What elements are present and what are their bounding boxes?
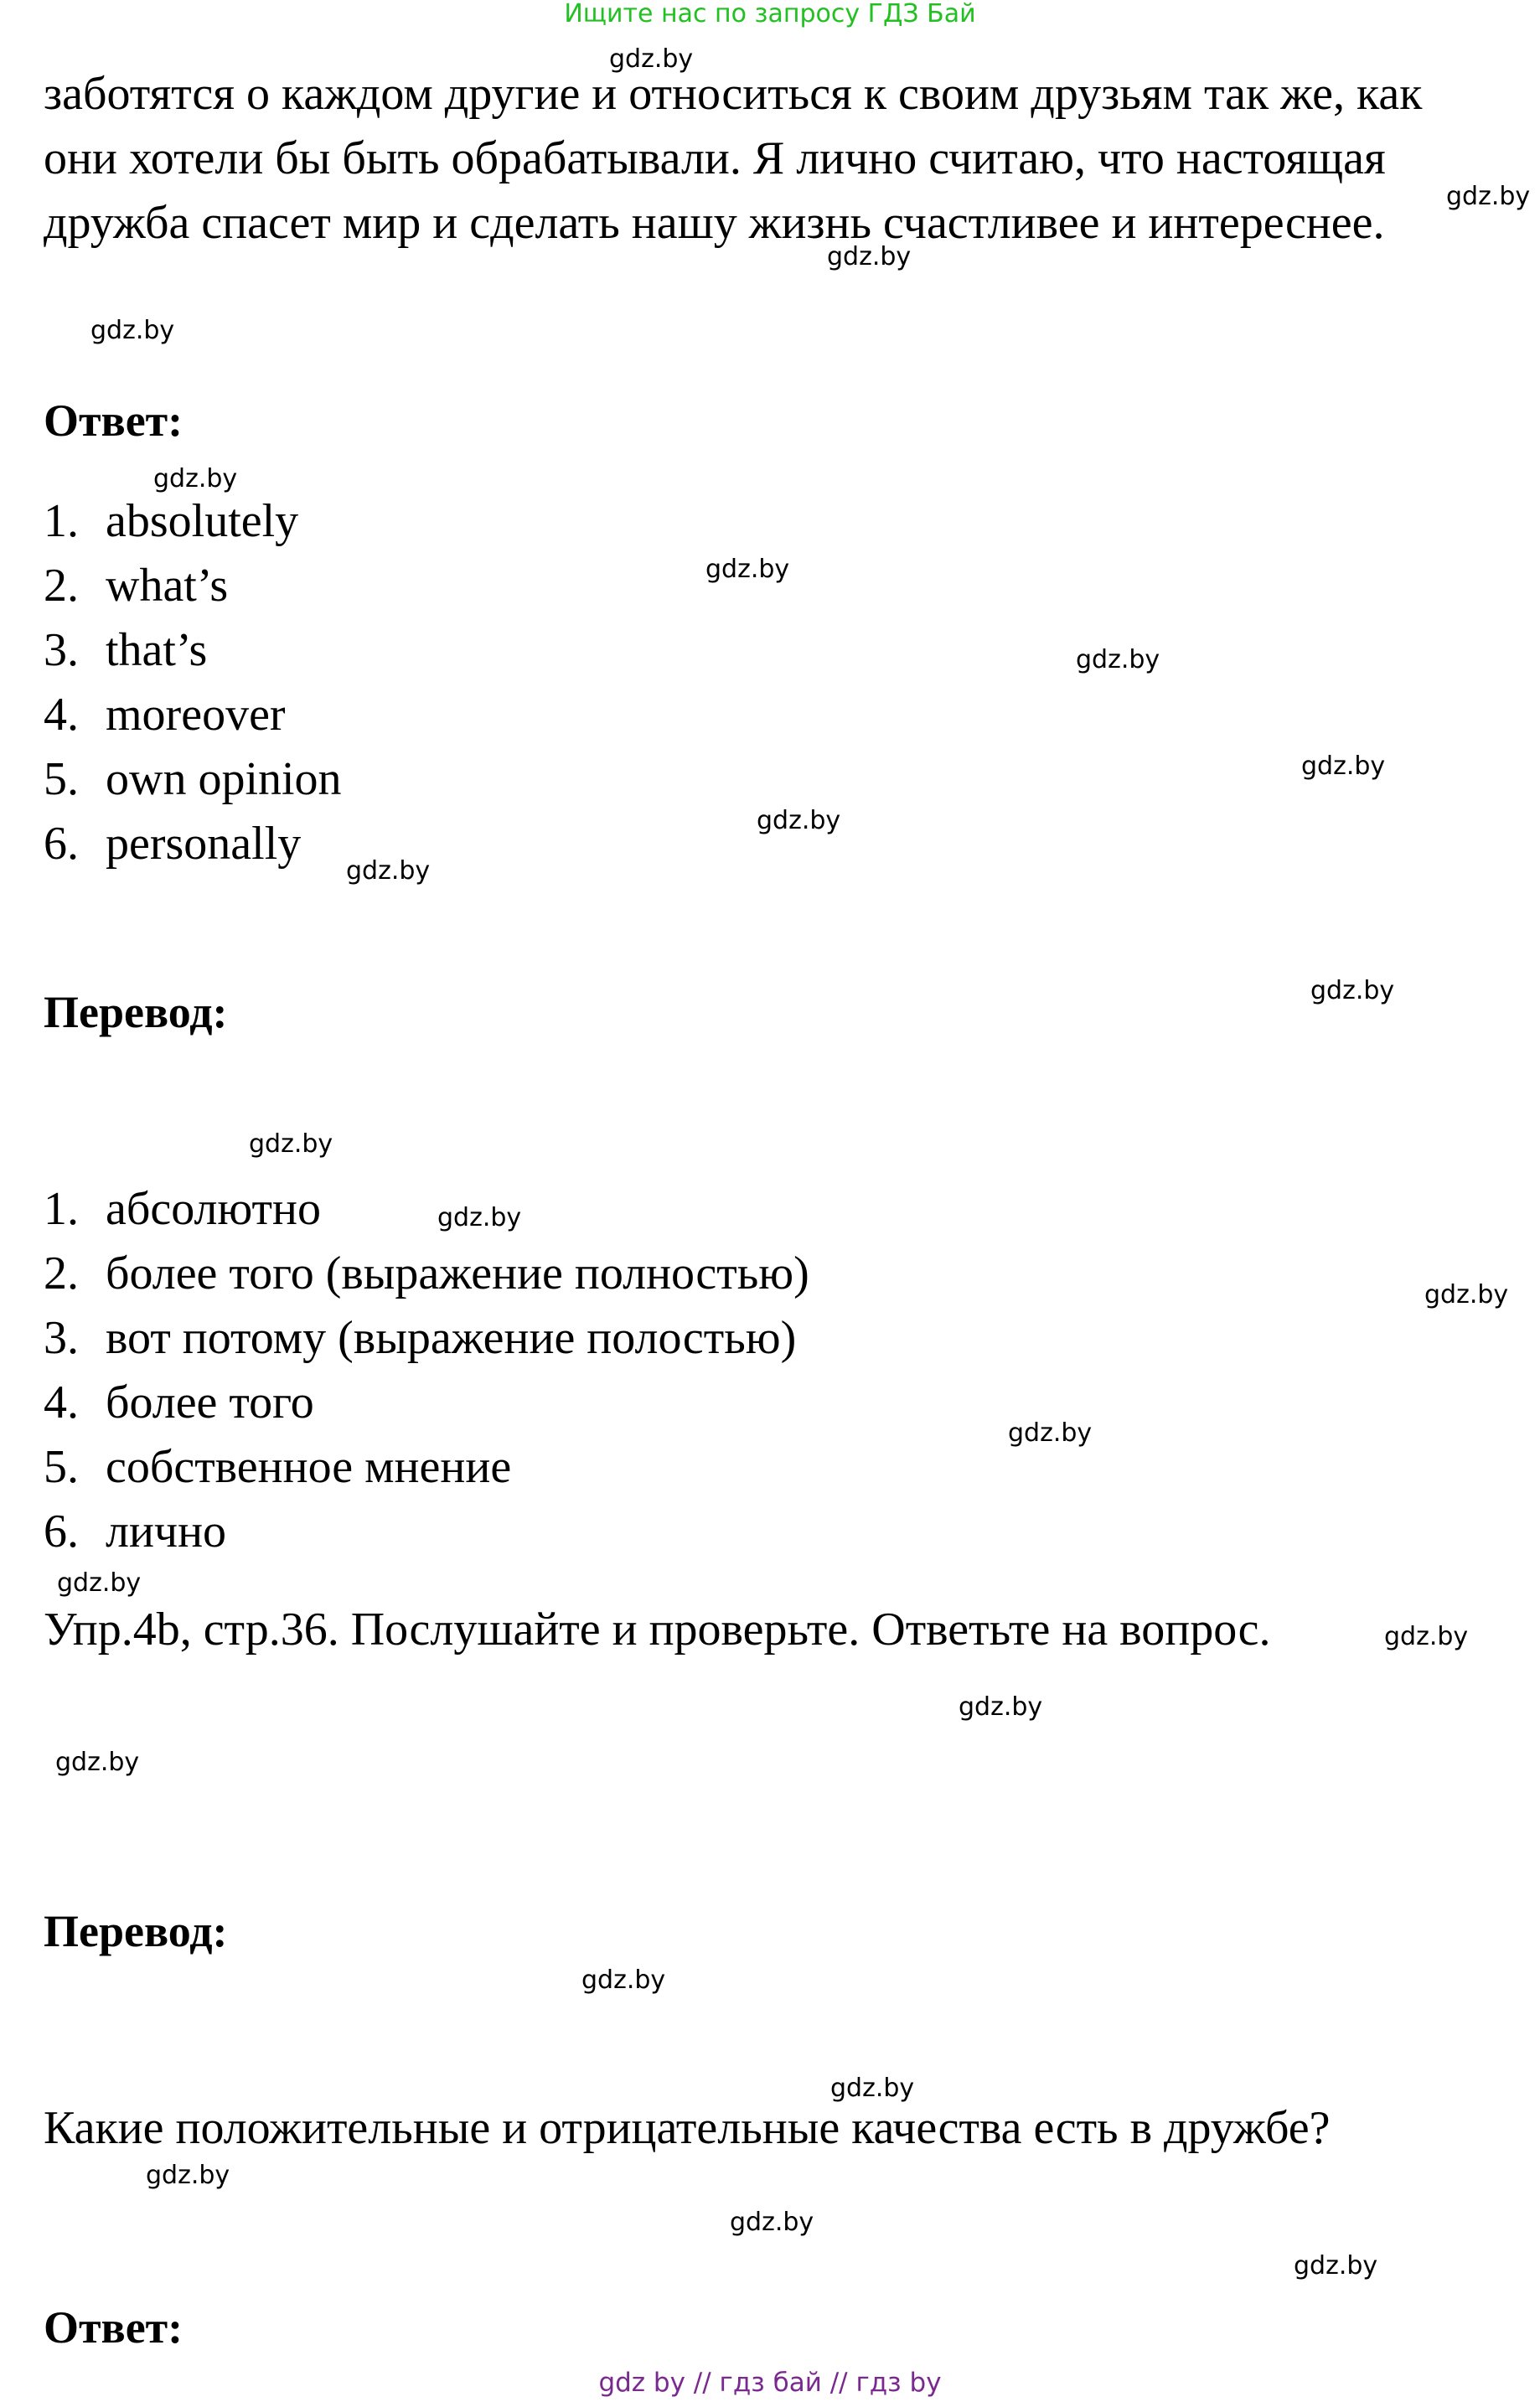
watermark: gdz.by bbox=[1384, 1622, 1469, 1651]
list-item: 2. более того (выражение полностью) bbox=[44, 1247, 809, 1299]
watermark: gdz.by bbox=[153, 464, 238, 493]
translation-list bbox=[44, 1177, 809, 1564]
watermark: gdz.by bbox=[437, 1203, 522, 1232]
intro-line-1: заботятся о каждом другие и относиться к своим друзьям так же, как bbox=[44, 68, 1423, 120]
list-item: 2. what’s bbox=[44, 560, 229, 612]
answer-heading-2: Ответ: bbox=[44, 2302, 183, 2353]
watermark: gdz.by bbox=[55, 1748, 140, 1777]
watermark: gdz.by bbox=[249, 1129, 333, 1159]
watermark: gdz.by bbox=[830, 2074, 915, 2103]
list-item: 6. personally bbox=[44, 818, 302, 870]
watermark: gdz.by bbox=[346, 856, 431, 886]
watermark: gdz.by bbox=[730, 2208, 814, 2237]
watermark: gdz.by bbox=[581, 1966, 666, 1995]
watermark: gdz.by bbox=[90, 316, 175, 345]
list-item: 4. более того bbox=[44, 1377, 314, 1428]
translation-heading-2: Перевод: bbox=[44, 1906, 228, 1956]
watermark: gdz.by bbox=[1301, 752, 1386, 781]
list-item: 1. абсолютно bbox=[44, 1183, 321, 1235]
watermark: gdz.by bbox=[1310, 976, 1395, 1005]
watermark: gdz.by bbox=[705, 555, 790, 584]
watermark: gdz.by bbox=[1294, 2251, 1378, 2281]
question-text: Какие положительные и отрицательные качества есть в дружбе? bbox=[44, 2102, 1331, 2154]
answer-heading: Ответ: bbox=[44, 395, 183, 446]
list-item: 5. own opinion bbox=[44, 753, 342, 805]
watermark: gdz.by bbox=[146, 2161, 230, 2190]
list-item: 5. собственное мнение bbox=[44, 1441, 512, 1493]
intro-line-3: дружба спасет мир и сделать нашу жизнь счастливее и интереснее. bbox=[44, 197, 1385, 249]
answer-list bbox=[44, 489, 342, 876]
translation-heading: Перевод: bbox=[44, 987, 228, 1037]
site-banner: Ищите нас по запросу ГДЗ Бай bbox=[564, 0, 976, 28]
list-item: 6. лично bbox=[44, 1506, 227, 1557]
watermark: gdz.by bbox=[757, 806, 841, 835]
list-item: 3. that’s bbox=[44, 624, 208, 676]
watermark: gdz.by bbox=[609, 44, 694, 74]
watermark: gdz.by bbox=[1008, 1418, 1093, 1448]
watermark: gdz.by bbox=[827, 242, 912, 271]
watermark: gdz.by bbox=[1424, 1280, 1509, 1309]
intro-line-2: они хотели бы быть обрабатывали. Я лично считаю, что настоящая bbox=[44, 132, 1386, 184]
watermark: gdz.by bbox=[959, 1692, 1043, 1722]
list-item: 3. вот потому (выражение полостью) bbox=[44, 1312, 797, 1364]
footer-links: gdz by // гдз бай // гдз by bbox=[598, 2368, 942, 2398]
watermark: gdz.by bbox=[57, 1568, 142, 1598]
exercise-title: Упр.4b, стр.36. Послушайте и проверьте. Ответьте на вопрос. bbox=[44, 1604, 1271, 1656]
list-item: 1. absolutely bbox=[44, 495, 299, 547]
watermark: gdz.by bbox=[1446, 182, 1531, 211]
list-item: 4. moreover bbox=[44, 689, 286, 741]
watermark: gdz.by bbox=[1076, 645, 1160, 674]
